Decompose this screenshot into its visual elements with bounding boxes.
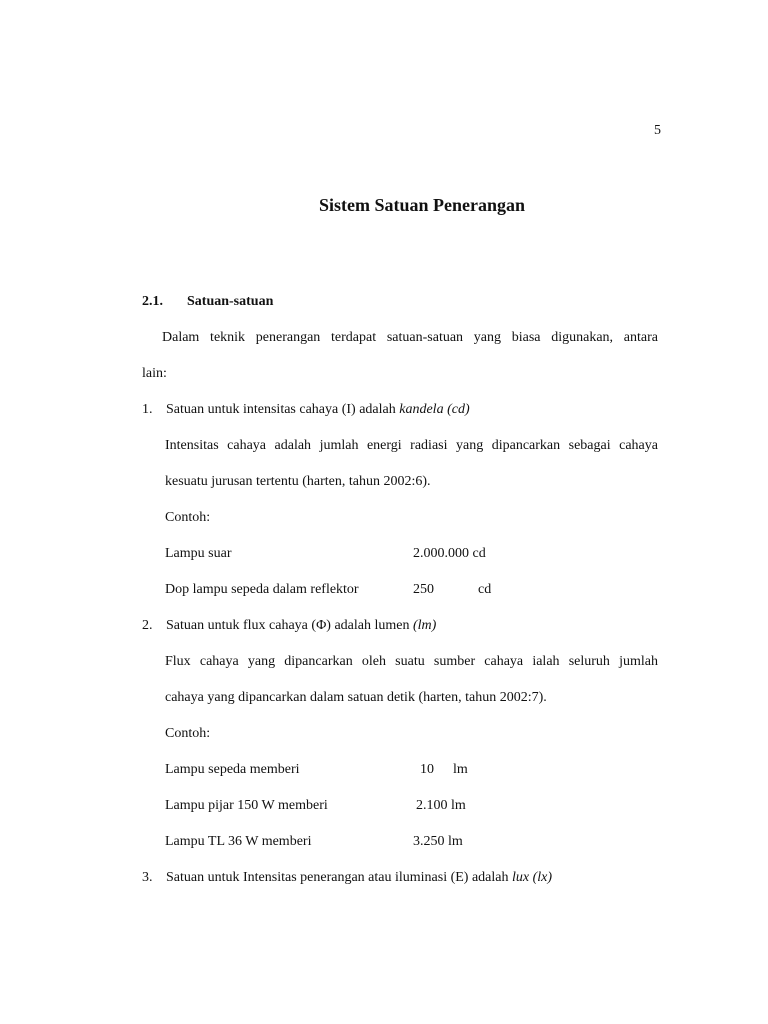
list-item-heading <box>166 870 552 886</box>
list-item-heading-text: Satuan untuk intensitas cahaya (I) adalah <box>166 402 400 417</box>
example-value: 3.250 lm <box>413 834 463 849</box>
list-item-heading-text: Satuan untuk flux cahaya (Φ) adalah lumen <box>166 618 413 633</box>
list-item-heading-text: Satuan untuk Intensitas penerangan atau iluminasi (E) adalah <box>166 870 513 885</box>
description-line: Intensitas cahaya adalah jumlah energi radiasi yang dipancarkan sebagai cahaya <box>165 438 658 453</box>
example-name: Lampu suar <box>165 546 232 561</box>
example-unit: cd <box>478 582 492 597</box>
example-value: 2.100 lm <box>416 798 466 813</box>
example-label: Contoh: <box>165 726 211 741</box>
example-unit: lm <box>453 762 468 777</box>
section-title: Satuan-satuan <box>187 294 274 309</box>
page-number: 5 <box>654 123 661 138</box>
description-line: cahaya yang dipancarkan dalam satuan detik (harten, tahun 2002:7). <box>165 690 547 705</box>
example-value: 2.000.000 cd <box>413 546 486 561</box>
description-line: Flux cahaya yang dipancarkan oleh suatu sumber cahaya ialah seluruh jumlah <box>165 654 658 669</box>
list-item-heading <box>166 618 436 634</box>
example-name: Lampu TL 36 W memberi <box>165 834 312 849</box>
section-number: 2.1. <box>142 294 163 309</box>
list-item-number: 1. <box>142 402 153 417</box>
list-item-number: 3. <box>142 870 153 885</box>
example-name: Lampu pijar 150 W memberi <box>165 798 328 813</box>
page-title: Sistem Satuan Penerangan <box>318 195 525 215</box>
example-label: Contoh: <box>165 510 211 525</box>
intro-line-2: lain: <box>142 366 167 381</box>
list-item-number: 2. <box>142 618 153 633</box>
example-name: Lampu sepeda memberi <box>165 762 300 777</box>
intro-line-1: Dalam teknik penerangan terdapat satuan-satuan yang biasa digunakan, antara <box>162 330 658 345</box>
example-value: 250 <box>413 582 434 597</box>
example-value: 10 <box>420 762 434 777</box>
list-item-heading <box>166 402 470 418</box>
unit-name: kandela (cd) <box>399 402 470 417</box>
unit-name: (lm) <box>412 618 437 633</box>
unit-name: lux (lx) <box>512 870 553 885</box>
example-name: Dop lampu sepeda dalam reflektor <box>165 582 359 597</box>
description-line: kesuatu jurusan tertentu (harten, tahun 2002:6). <box>165 474 431 489</box>
